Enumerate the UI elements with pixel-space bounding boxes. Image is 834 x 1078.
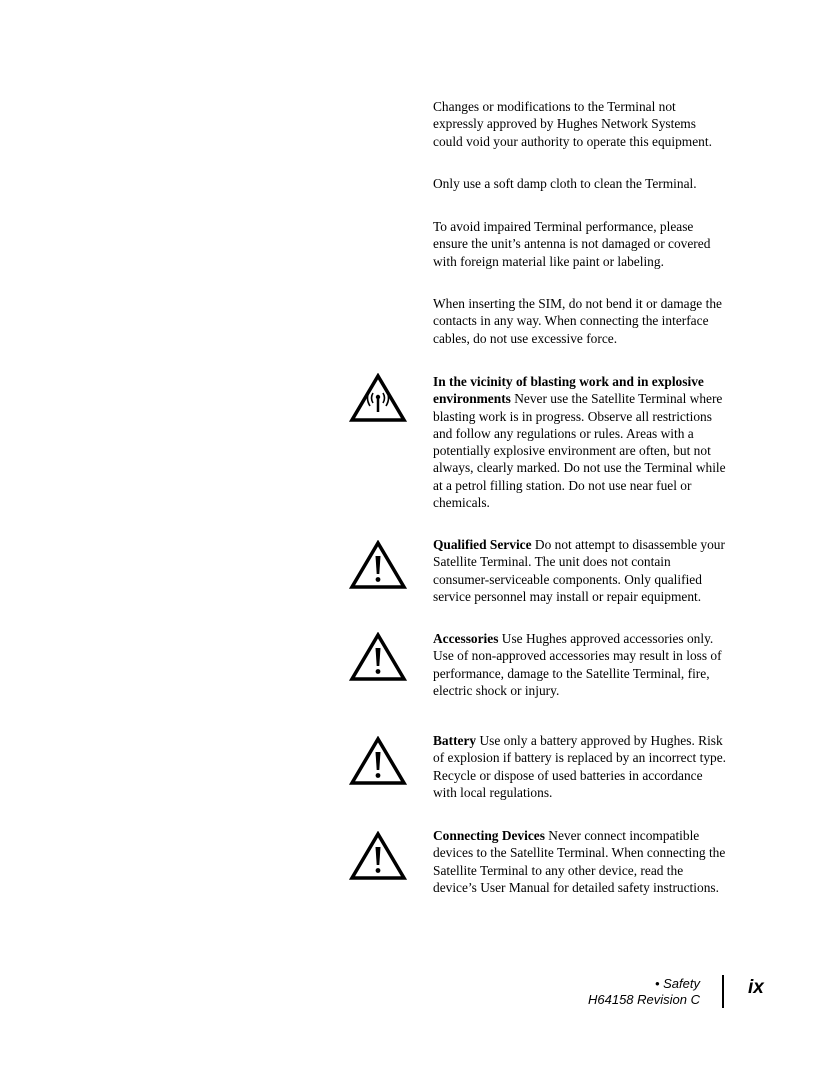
- exclamation-warning-icon: [349, 831, 407, 881]
- warning-heading: In the vicinity of blasting work and in explosive environments: [433, 374, 704, 407]
- warning-heading: Battery: [433, 733, 477, 748]
- paragraph-sim: When inserting the SIM, do not bend it or damage the contacts in any way. When connecting the interface cables, do not use excessive force.: [433, 296, 722, 346]
- page-number: ix: [748, 977, 764, 998]
- warning-battery: [433, 732, 728, 801]
- footer-doc-revision: H64158 Revision C: [587, 992, 700, 1007]
- warning-blasting: [433, 373, 728, 511]
- warning-heading: Connecting Devices: [433, 828, 545, 843]
- paragraph-antenna: To avoid impaired Terminal performance, please ensure the unit’s antenna is not damaged or covered with foreign material like paint or labeling.: [433, 219, 711, 269]
- warning-connecting-devices: [433, 827, 728, 896]
- paragraph-modifications: Changes or modifications to the Terminal not expressly approved by Hughes Network Systems could void your authority to operate this equipment.: [433, 99, 712, 149]
- blasting-warning-icon: [349, 373, 407, 423]
- warning-heading: Qualified Service: [433, 537, 532, 552]
- warning-text: Use Hughes approved accessories only. Use of non-approved accessories may result in loss of performance, damage to the Satellite Terminal, fire, electric shock or injury.: [433, 631, 722, 698]
- paragraph-cleaning: Only use a soft damp cloth to clean the Terminal.: [433, 176, 697, 191]
- warning-text: Never use the Satellite Terminal where blasting work is in progress. Observe all restrictions and follow any regulations or rules. Areas with a potentially explosive environment are often, but not always, clearly marked. Do not use the Terminal while at a petrol filling station. Do not use near fuel or chemicals.: [433, 391, 726, 511]
- warning-text: Never connect incompatible devices to the Satellite Terminal. When connecting the Satellite Terminal to any other device, read the device’s User Manual for detailed safety instructions.: [433, 828, 726, 895]
- warning-accessories: [433, 630, 728, 699]
- exclamation-warning-icon: [349, 540, 407, 590]
- warning-qualified-service: [433, 536, 728, 605]
- exclamation-warning-icon: [349, 736, 407, 786]
- exclamation-warning-icon: [349, 632, 407, 682]
- footer-divider: [722, 975, 724, 1008]
- warning-text: Use only a battery approved by Hughes. Risk of explosion if battery is replaced by an incorrect type. Recycle or dispose of used batteries in accordance with local regulations.: [433, 733, 726, 800]
- warning-heading: Accessories: [433, 631, 499, 646]
- footer-section-label: • Safety: [654, 976, 700, 991]
- warning-text: Do not attempt to disassemble your Satellite Terminal. The unit does not contain consumer-serviceable components. Only qualified service personnel may install or repair equipment.: [433, 537, 725, 604]
